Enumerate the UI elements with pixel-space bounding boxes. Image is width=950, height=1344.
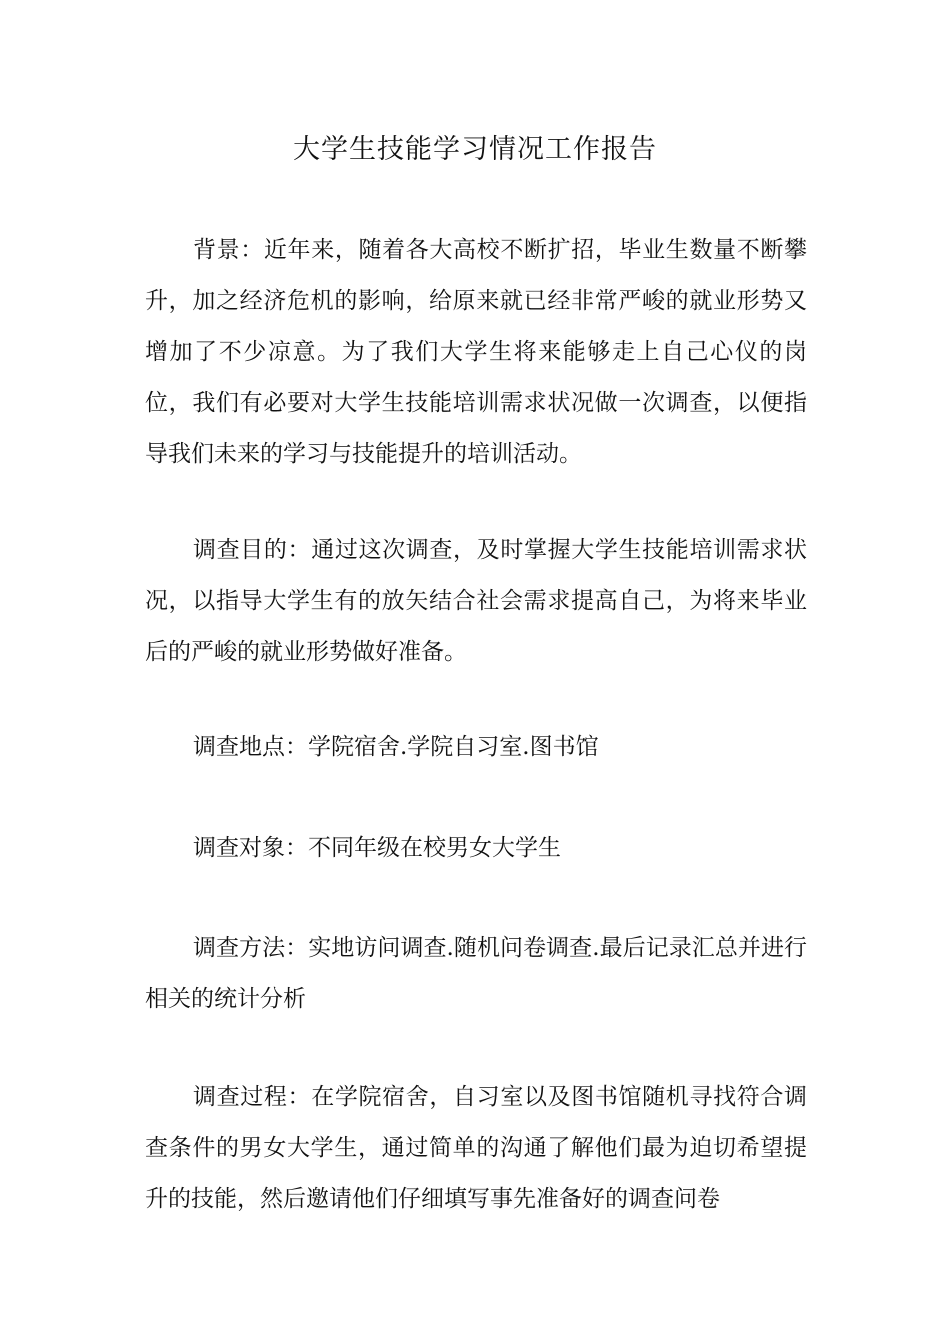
paragraph-location: 调查地点：学院宿舍.学院自习室.图书馆	[193, 734, 599, 760]
document-title: 大学生技能学习情况工作报告	[293, 134, 657, 165]
paragraph-background: 背景：近年来，随着各大高校不断扩招，毕业生数量不断攀升，加之经济危机的影响，给原来就已经非常严峻的就业形势又增加了不少凉意。为了我们大学生将来能够走上自己心仪的岗位，我们有必要对大学生技能培训需求状况做一次调查，以便指导我们未来的学习与技能提升的培训活动。	[145, 237, 807, 467]
paragraph-method: 调查方法：实地访问调查.随机问卷调查.最后记录汇总并进行相关的统计分析	[145, 935, 807, 1012]
paragraph-subjects: 调查对象：不同年级在校男女大学生	[193, 835, 561, 861]
paragraph-process: 调查过程：在学院宿舍，自习室以及图书馆随机寻找符合调查条件的男女大学生，通过简单的沟通了解他们最为迫切希望提升的技能，然后邀请他们仔细填写事先准备好的调查问卷	[145, 1084, 807, 1212]
paragraph-purpose: 调查目的：通过这次调查，及时掌握大学生技能培训需求状况，以指导大学生有的放矢结合社会需求提高自己，为将来毕业后的严峻的就业形势做好准备。	[145, 537, 807, 665]
